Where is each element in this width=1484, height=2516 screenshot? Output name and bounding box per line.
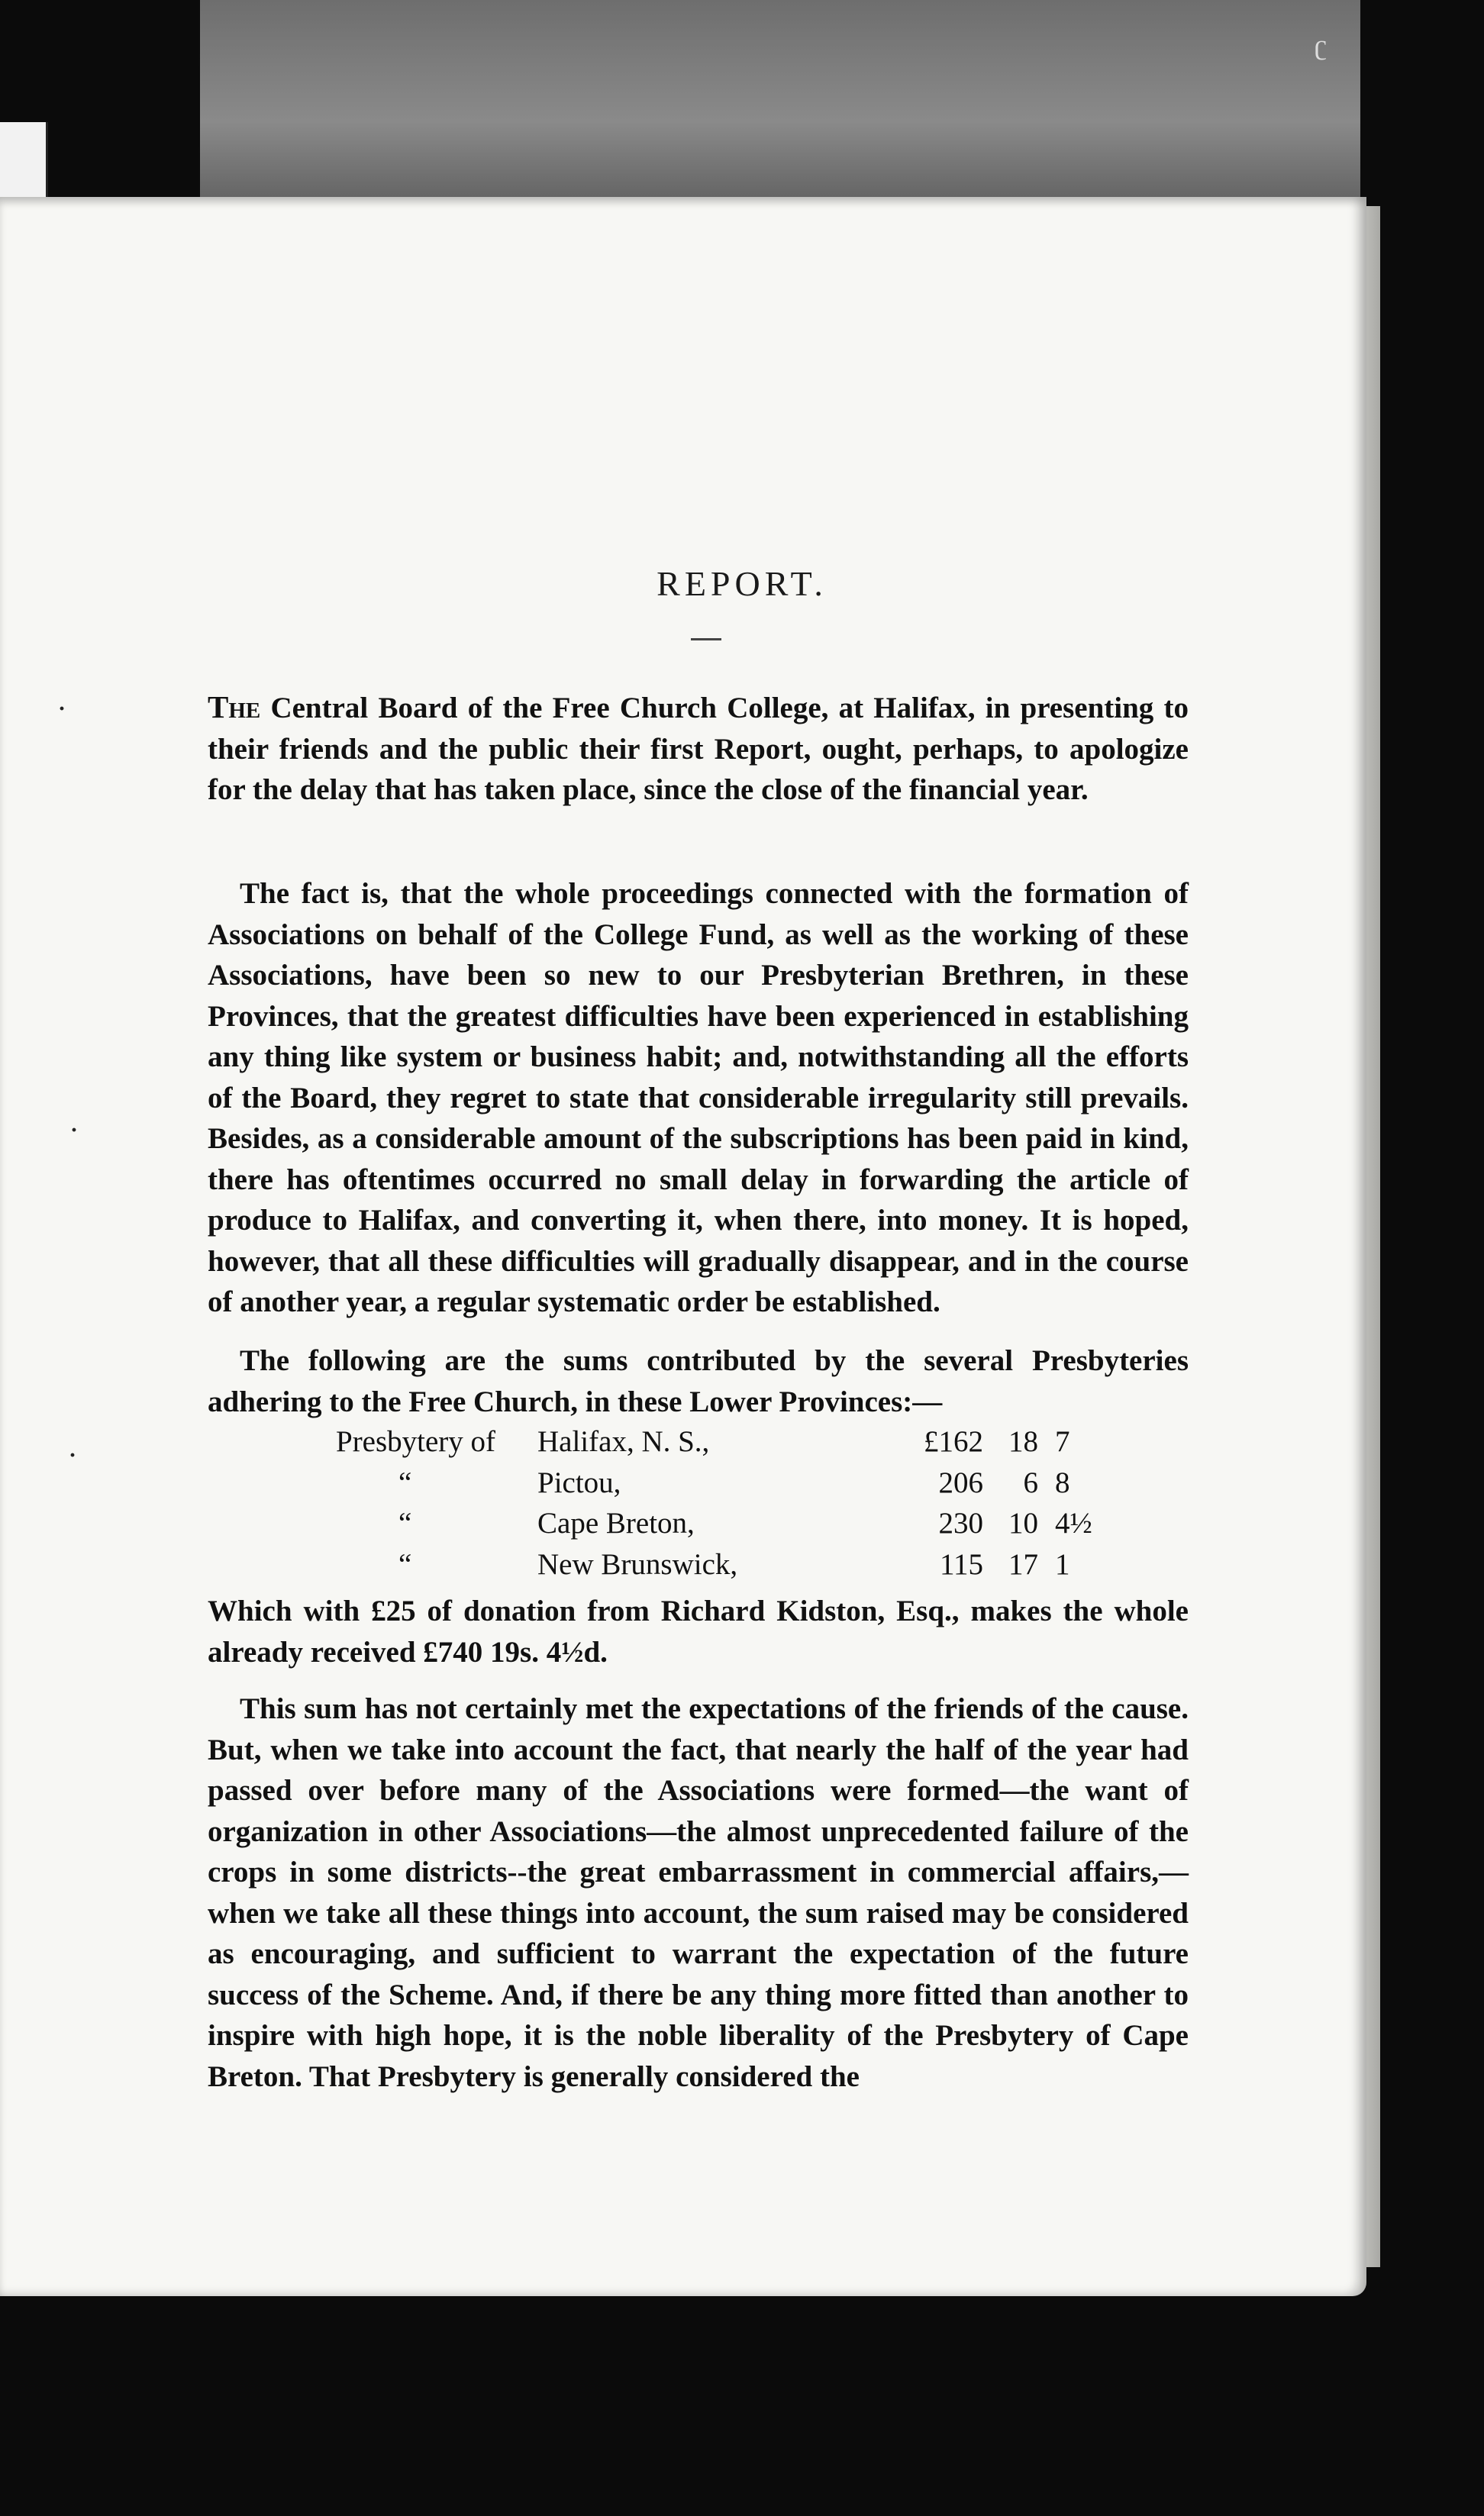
row-pounds: 115 <box>939 1547 983 1581</box>
paragraph-sums-intro: The following are the sums contributed by the several Presbyteries adhering to the Free Church, in these Lower Provinces:— <box>208 1344 1189 1418</box>
paragraph-expectations: This sum has not certainly met the expectations of the friends of the cause. But, when we take into account the fact, that nearly the half of the year had passed over before many of the Associations were formed—the want of organization in other Associations—the almost unprecedented failure of the crops in some districts--the great embarrassment in commercial affairs,—when we take all these things into account, the sum raised may be considered as encouraging, and sufficient to warrant the expectation of the future success of the Scheme. And, if there be any thing more fitted than another to inspire with high hope, it is the noble liberality of the Presbytery of Cape Breton. That Presbytery is generally considered the <box>208 1692 1189 2093</box>
row-pence: 1 <box>1055 1547 1070 1581</box>
row-shillings: 10 <box>1008 1507 1038 1540</box>
paragraph-intro-lead: The <box>208 689 261 724</box>
row-pounds: £162 <box>924 1425 983 1458</box>
paragraph-intro-text: Central Board of the Free Church College, at Halifax, in presenting to their friends and the public their first Report, ought, perhaps, to apologize for the delay that has taken place, since the close of the financial year. <box>208 692 1189 806</box>
row-shillings: 18 <box>1008 1425 1038 1458</box>
paragraph-intro <box>208 687 1189 811</box>
row-ditto: “ <box>398 1547 412 1581</box>
presbytery-label: Presbytery of <box>336 1425 496 1458</box>
row-shillings: 17 <box>1008 1547 1038 1581</box>
row-shillings: 6 <box>1023 1466 1038 1499</box>
margin-mark: · <box>69 1443 77 1468</box>
underlying-page-strip <box>200 0 1360 221</box>
table-row <box>208 1421 1189 1463</box>
table-row <box>208 1544 1189 1585</box>
scan-mark: ʗ <box>1315 30 1327 60</box>
row-pence: 7 <box>1055 1425 1070 1458</box>
row-pounds: 206 <box>938 1466 983 1499</box>
paragraph-proceedings: The fact is, that the whole proceedings connected with the formation of Associations on behalf of the College Fund, as well as the working of these Associations, have been so new to our Presbyterian Brethren, in these Provinces, that the greatest difficulties have been experienced in establishing any thing like system or business habit; and, notwithstanding all the efforts of the Board, they regret to state that considerable irregularity still prevails. Besides, as a considerable amount of the subscriptions has been paid in kind, there has oftentimes occurred no small delay in forwarding the article of produce to Halifax, and converting it, when there, into money. It is hoped, however, that all these difficulties will gradually disappear, and in the course of another year, a regular systematic order be established. <box>208 877 1189 1318</box>
heading-rule <box>691 638 721 640</box>
table-row <box>208 1503 1189 1544</box>
row-pence: 4½ <box>1055 1507 1092 1540</box>
contributions-table <box>208 1421 1189 1585</box>
row-place: Pictou, <box>537 1466 621 1499</box>
row-place: Cape Breton, <box>537 1507 695 1540</box>
margin-mark: · <box>58 696 66 721</box>
table-row <box>208 1463 1189 1504</box>
row-place: Halifax, N. S., <box>537 1425 710 1458</box>
row-pounds: 230 <box>938 1507 983 1540</box>
row-pence: 8 <box>1055 1466 1070 1499</box>
page-heading: REPORT. <box>657 564 827 603</box>
row-ditto: “ <box>398 1466 412 1499</box>
margin-mark: · <box>70 1118 79 1143</box>
row-ditto: “ <box>398 1507 412 1540</box>
paragraph-total: Which with £25 of donation from Richard Kidston, Esq., makes the whole already received £740 19s. 4½d. <box>208 1595 1189 1669</box>
row-place: New Brunswick, <box>537 1547 738 1581</box>
